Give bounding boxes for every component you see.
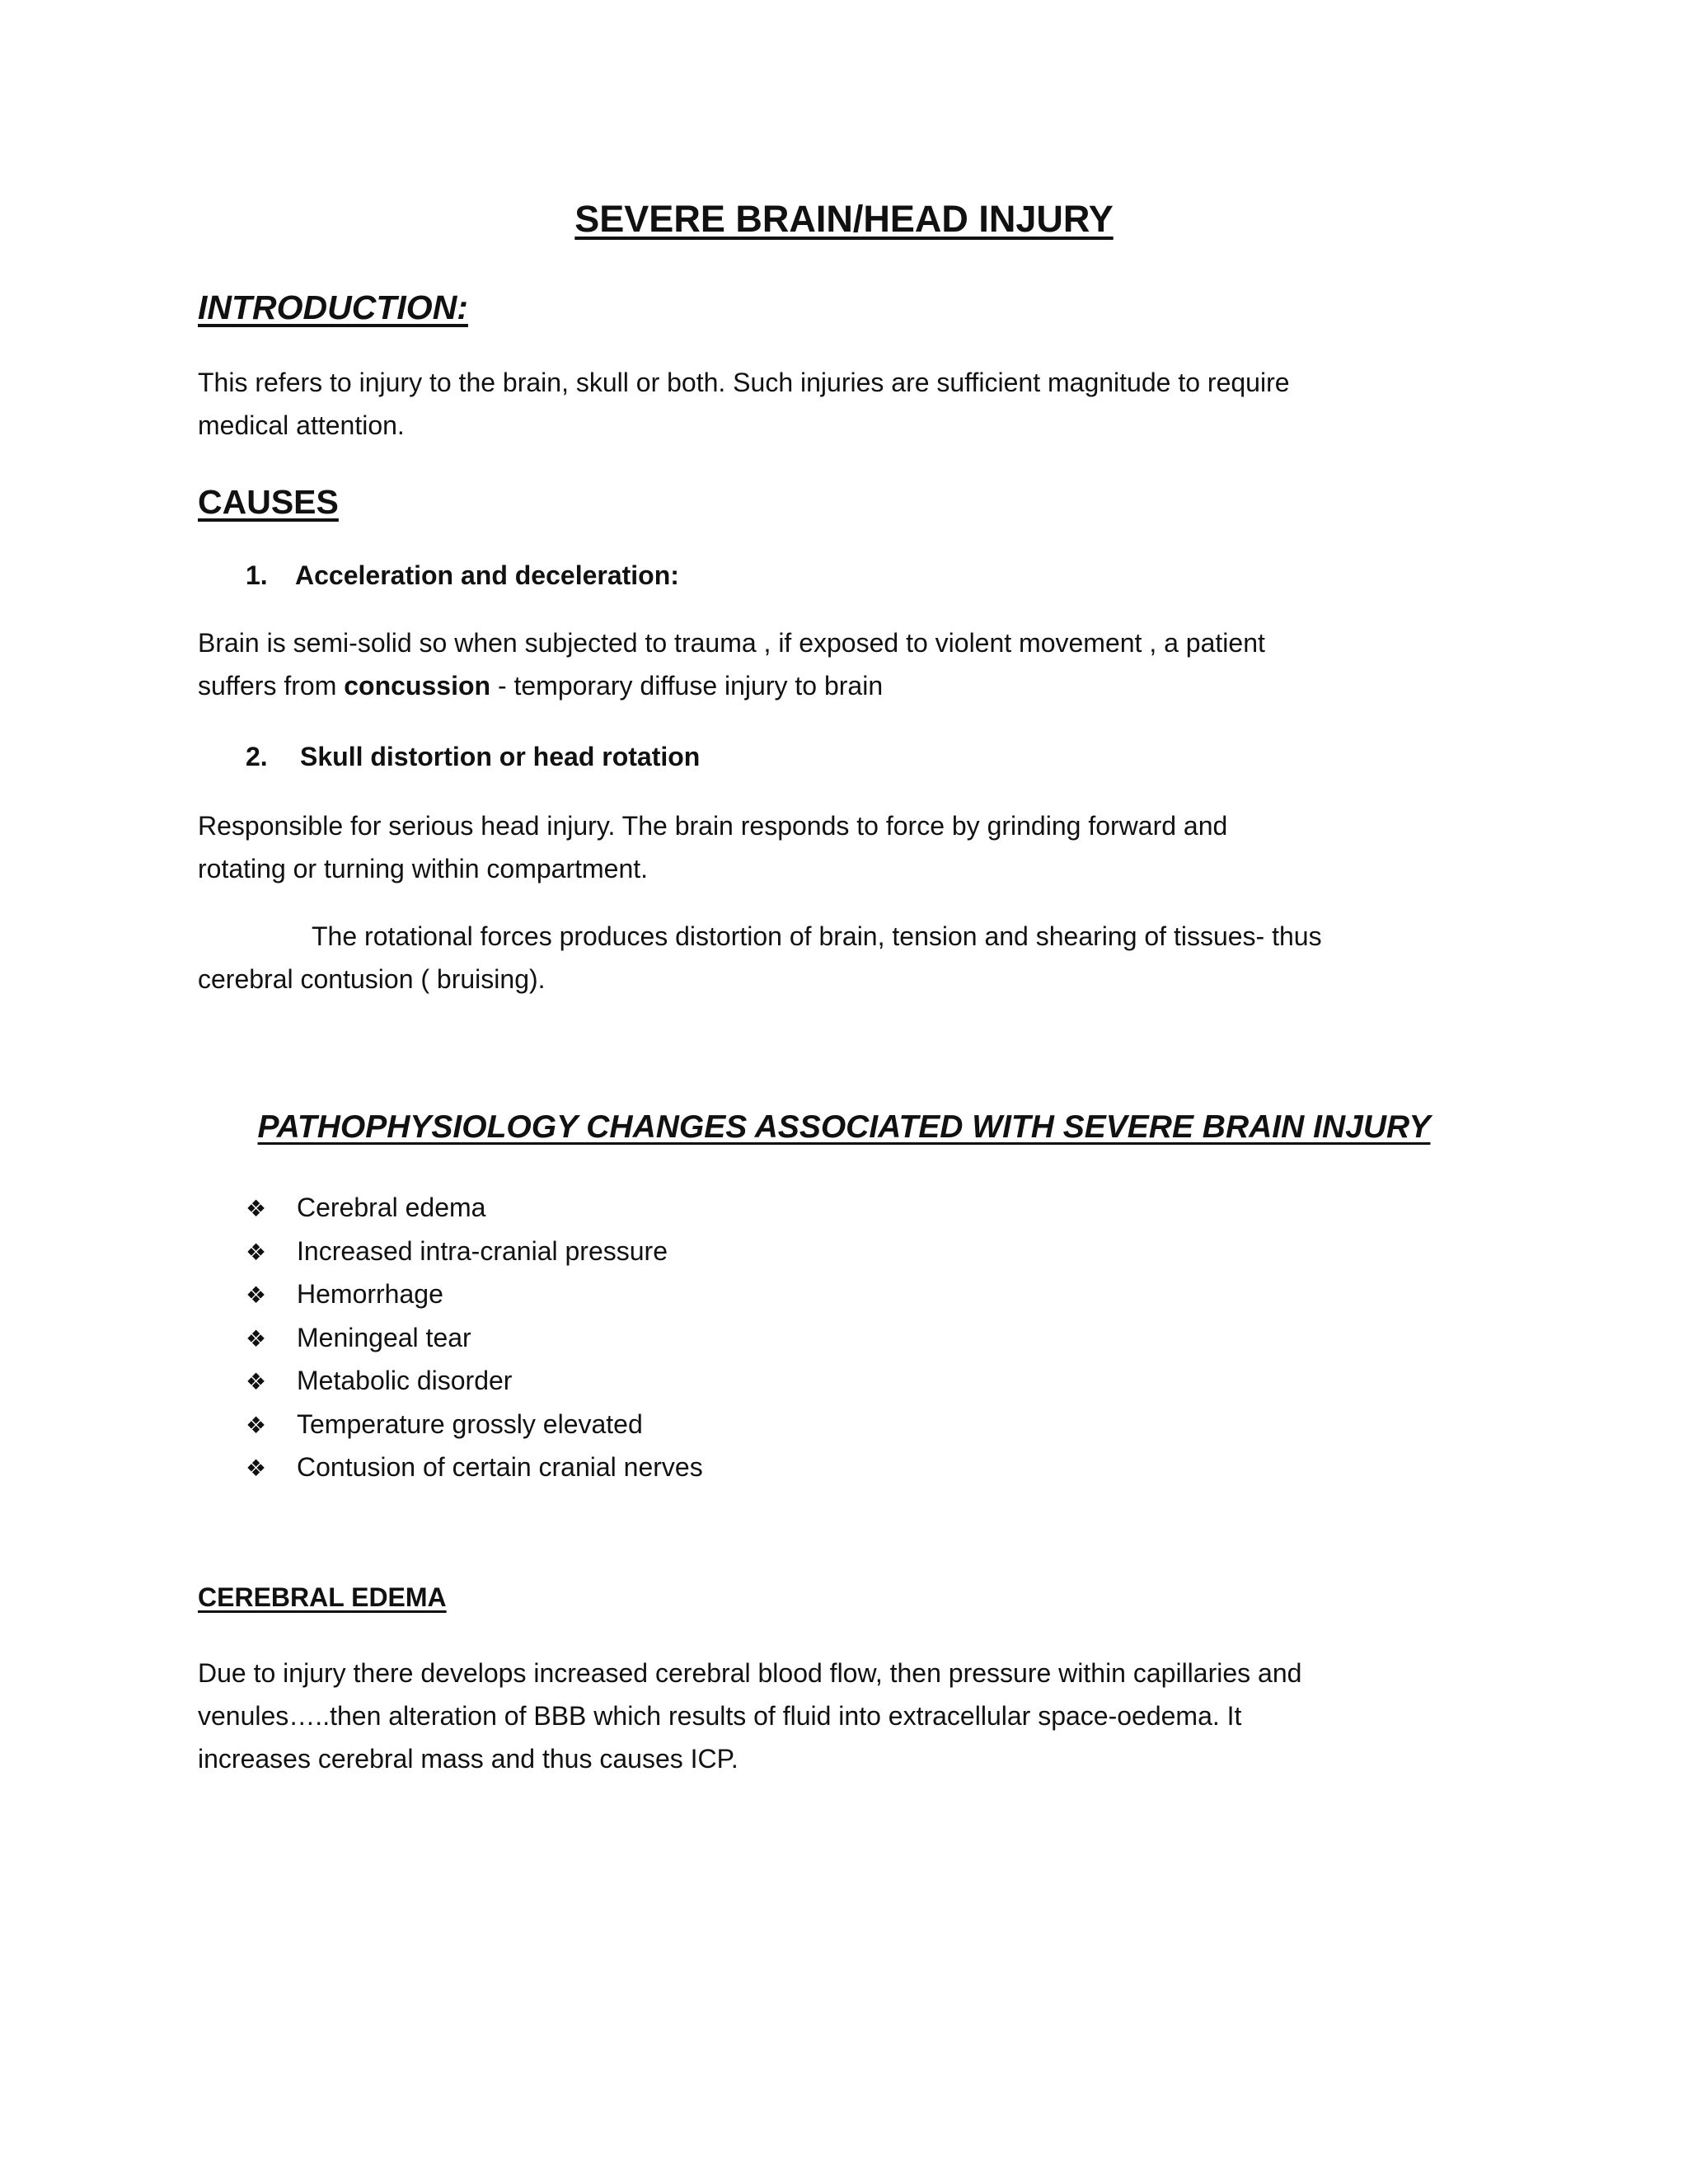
cerebral-edema-line-1: Due to injury there develops increased cerebral blood flow, then pressure within capillaries and	[198, 1658, 1302, 1688]
list-item-text: Increased intra-cranial pressure	[297, 1235, 668, 1266]
diamond-bullet-icon: ❖	[246, 1455, 267, 1481]
concussion-term: concussion	[344, 671, 491, 701]
diamond-bullet-icon: ❖	[246, 1412, 267, 1438]
list-item-text: Temperature grossly elevated	[297, 1408, 643, 1439]
list-item	[246, 1187, 703, 1230]
cause-1-line-2-suffix: - temporary diffuse injury to brain	[490, 671, 884, 701]
list-item	[246, 1273, 703, 1317]
cause-item-1-number: 1.	[246, 560, 268, 590]
cause-2-line-2: rotating or turning within compartment.	[198, 854, 649, 883]
cause-item-2-label: Skull distortion or head rotation	[300, 742, 701, 771]
list-item-text: Hemorrhage	[297, 1279, 443, 1309]
causes-heading: CAUSES	[198, 483, 339, 521]
cause-2-para-2-line-1: The rotational forces produces distortion of brain, tension and shearing of tissues- thus	[312, 921, 1322, 951]
cause-1-line-2	[198, 664, 883, 707]
list-item	[246, 1404, 703, 1447]
introduction-line-1: This refers to injury to the brain, skull or both. Such injuries are sufficient magnitude to require	[198, 368, 1290, 397]
diamond-bullet-icon: ❖	[246, 1369, 267, 1394]
introduction-heading: INTRODUCTION:	[198, 288, 468, 326]
cause-2-para-2-line-2: cerebral contusion ( bruising).	[198, 964, 546, 994]
cause-item-1-heading	[246, 560, 679, 591]
list-item	[246, 1317, 703, 1361]
document-title: SEVERE BRAIN/HEAD INJURY	[574, 198, 1114, 240]
diamond-bullet-icon: ❖	[246, 1239, 267, 1265]
cause-1-line-1: Brain is semi-solid so when subjected to trauma , if exposed to violent movement , a patient	[198, 628, 1265, 658]
cause-2-line-1: Responsible for serious head injury. The brain responds to force by grinding forward and	[198, 811, 1228, 841]
cause-item-1-label: Acceleration and deceleration:	[295, 560, 679, 590]
cerebral-edema-line-2: venules…..then alteration of BBB which results of fluid into extracellular space-oedema. It	[198, 1701, 1242, 1731]
pathophysiology-list	[246, 1187, 703, 1490]
list-item-text: Contusion of certain cranial nerves	[297, 1452, 703, 1482]
list-item-text: Meningeal tear	[297, 1322, 471, 1352]
list-item	[246, 1230, 703, 1274]
diamond-bullet-icon: ❖	[246, 1325, 267, 1352]
list-item-text: Cerebral edema	[297, 1193, 486, 1222]
list-item	[246, 1446, 703, 1490]
cause-1-line-2-prefix: suffers from	[198, 671, 345, 701]
diamond-bullet-icon: ❖	[246, 1282, 267, 1308]
cerebral-edema-line-3: increases cerebral mass and thus causes ICP.	[198, 1744, 738, 1774]
cause-item-2-heading	[246, 742, 700, 772]
list-item-text: Metabolic disorder	[297, 1366, 513, 1395]
pathophysiology-heading: PATHOPHYSIOLOGY CHANGES ASSOCIATED WITH SEVERE BRAIN INJURY	[257, 1109, 1431, 1145]
introduction-line-2: medical attention.	[198, 410, 405, 440]
list-item	[246, 1360, 703, 1404]
cause-item-2-number: 2.	[246, 742, 268, 771]
diamond-bullet-icon: ❖	[246, 1196, 267, 1221]
cerebral-edema-heading: CEREBRAL EDEMA	[198, 1582, 447, 1612]
